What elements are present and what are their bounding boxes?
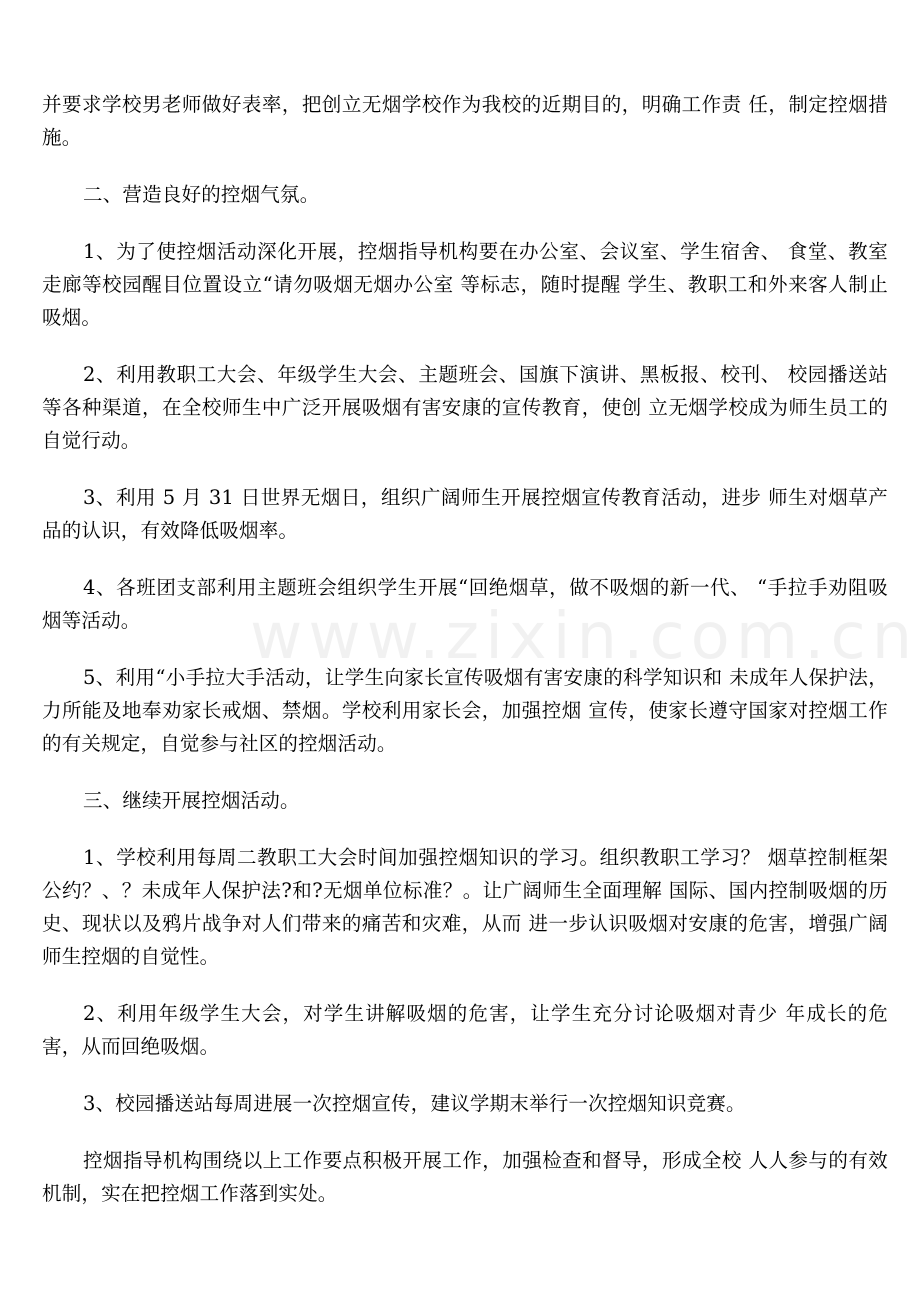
paragraph-2-1: 1、为了使控烟活动深化开展，控烟指导机构要在办公室、会议室、学生宿舍、 食堂、教室走廊等校园醒目位置设立“请勿吸烟无烟办公室 等标志，随时提醒 学生、教职工和外来客人制止吸烟。 (42, 240, 888, 329)
paragraph-2-3: 3、利用 5 月 31 日世界无烟日，组织广阔师生开展控烟宣传教育活动，进步 师生对烟草产品的认识，有效降低吸烟率。 (42, 486, 888, 542)
paragraph-3-3: 3、校园播送站每周进展一次控烟宣传，建议学期末举行一次控烟知识竞赛。 (83, 1092, 746, 1115)
paragraph-continuation: 并要求学校男老师做好表率，把创立无烟学校作为我校的近期目的，明确工作责 任，制定控烟措施。 (42, 93, 888, 149)
paragraph-2-5: 5、利用“小手拉大手活动，让学生向家长宣传吸烟有害安康的科学知识和 未成年人保护法，力所能及地奉劝家长戒烟、禁烟。学校利用家长会，加强控烟 宣传，使家长遵守国家对控烟工作的有关规定，自觉参与社区的控烟活动。 (42, 666, 888, 755)
paragraph-3-1: 1、学校利用每周二教职工大会时间加强控烟知识的学习。组织教职工学习？ 烟草控制框架公约？、？未成年人保护法?和?无烟单位标准？。让广阔师生全面理解 国际、国内控制吸烟的历史、现状以及鸦片战争对人们带来的痛苦和灾难，从而 进一步认识吸烟对安康的危害，增强广阔师生控烟的自觉性。 (42, 846, 888, 968)
watermark: www.zixin.com.cn (250, 600, 919, 674)
paragraph-2-4: 4、各班团支部利用主题班会组织学生开展“回绝烟草，做不吸烟的新一代、 “手拉手劝阻吸烟等活动。 (42, 576, 888, 632)
section-heading-2: 二、营造良好的控烟气氛。 (83, 183, 320, 206)
document-body (42, 88, 888, 1210)
paragraph-closing: 控烟指导机构围绕以上工作要点积极开展工作，加强检查和督导，形成全校 人人参与的有效机制，实在把控烟工作落到实处。 (42, 1149, 888, 1205)
section-heading-3: 三、继续开展控烟活动。 (83, 789, 300, 812)
paragraph-2-2: 2、利用教职工大会、年级学生大会、主题班会、国旗下演讲、黑板报、校刊、 校园播送站等各种渠道，在全校师生中广泛开展吸烟有害安康的宣传教育，使创 立无烟学校成为师生员工的自觉行动。 (42, 363, 888, 452)
paragraph-3-2: 2、利用年级学生大会，对学生讲解吸烟的危害，让学生充分讨论吸烟对青少 年成长的危害，从而回绝吸烟。 (42, 1002, 888, 1058)
